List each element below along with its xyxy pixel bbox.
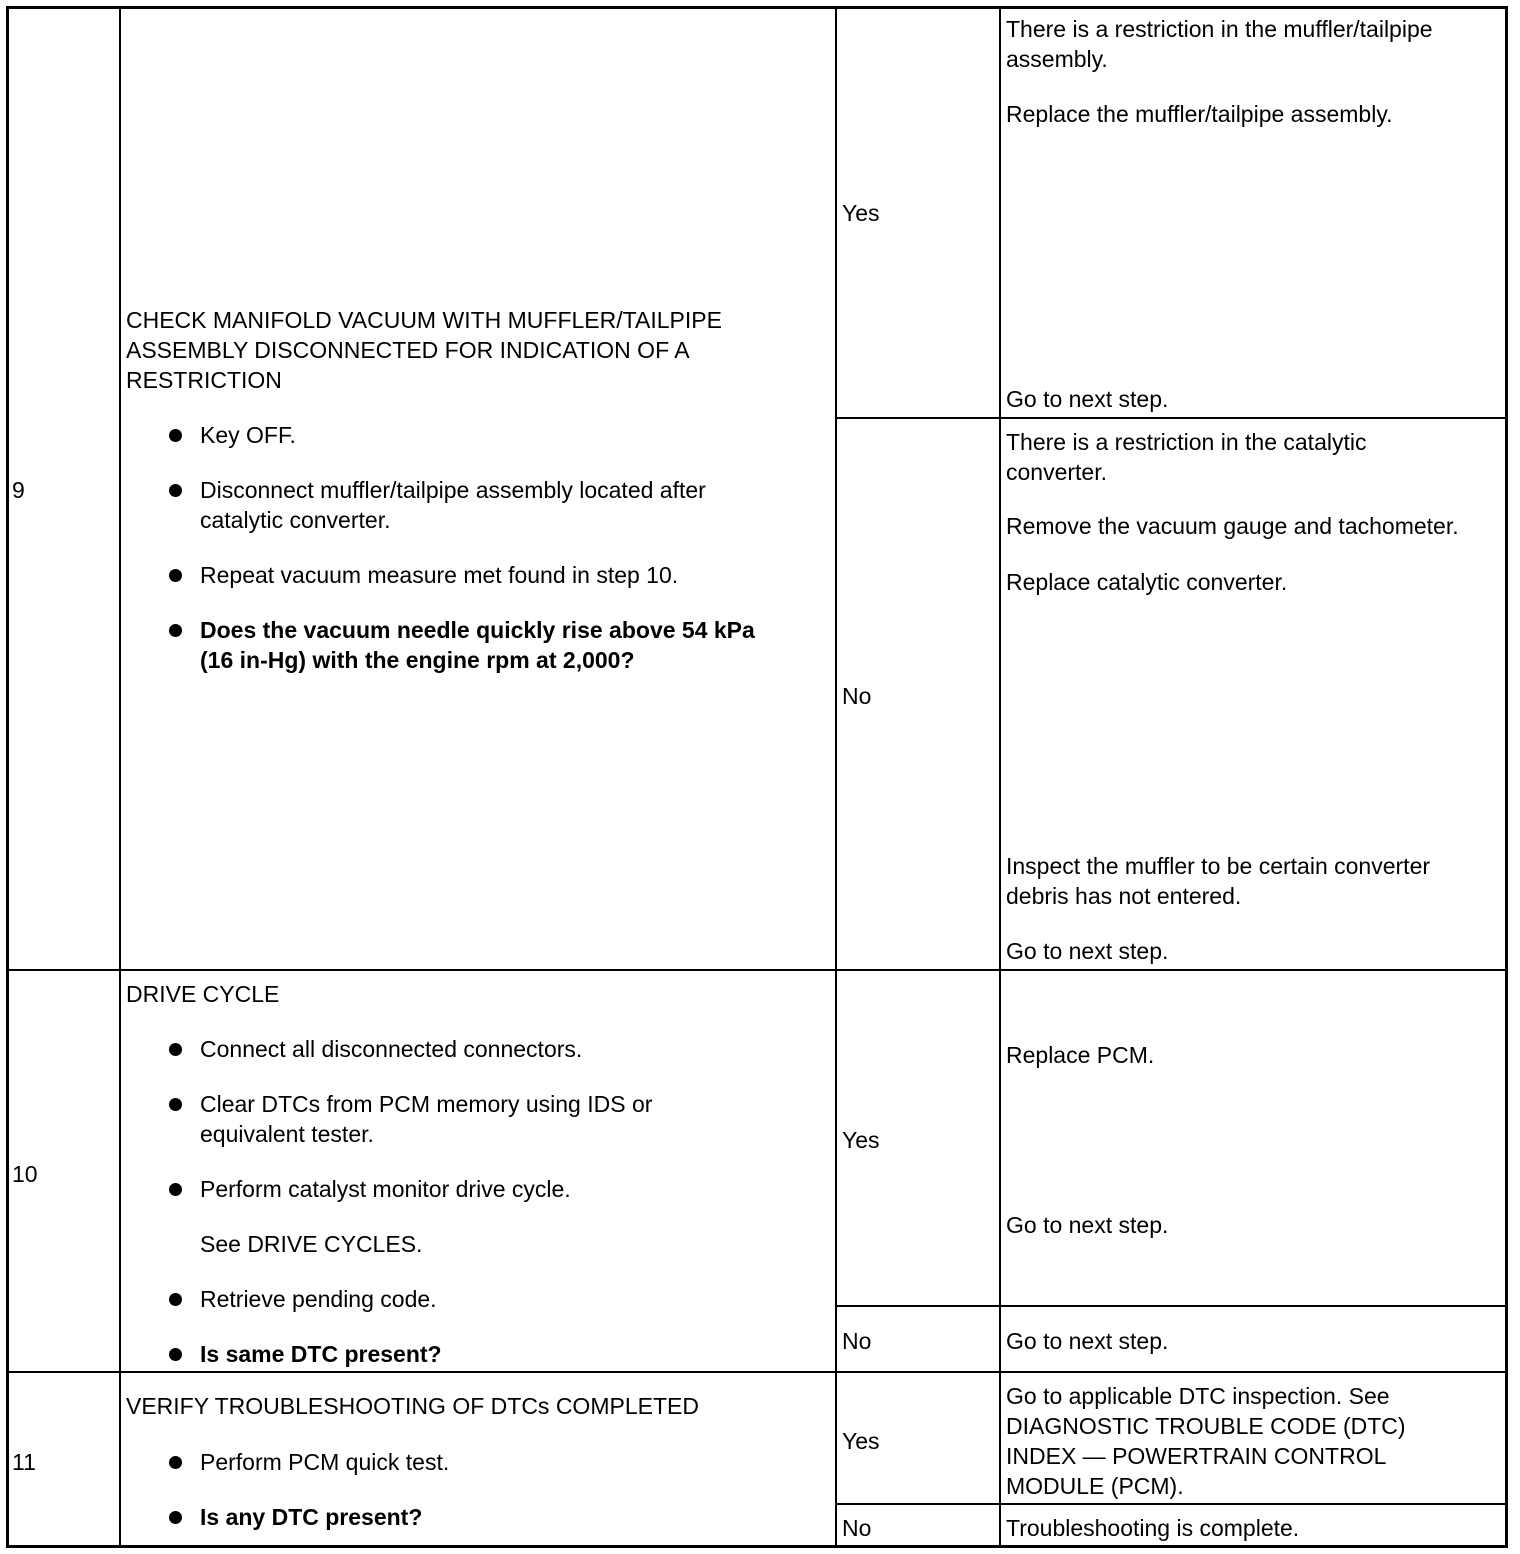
bullet-icon: [169, 1098, 182, 1111]
bullet-question: Is same DTC present?: [200, 1341, 442, 1367]
action-text: MODULE (PCM).: [1006, 1473, 1184, 1499]
bullet-icon: [169, 429, 182, 442]
action-text: Replace the muffler/tailpipe assembly.: [1006, 101, 1393, 127]
bullet-text: Perform PCM quick test.: [200, 1449, 450, 1475]
row-divider: [6, 969, 1508, 971]
bullet-text: Repeat vacuum measure met found in step 10.: [200, 562, 679, 588]
yes-label: Yes: [842, 1127, 880, 1153]
yes-label: Yes: [842, 200, 880, 226]
action-text: Inspect the muffler to be certain converter: [1006, 853, 1431, 879]
step-title-line: ASSEMBLY DISCONNECTED FOR INDICATION OF A: [126, 337, 690, 363]
column-divider: [119, 6, 121, 1548]
bullet-icon: [169, 1293, 182, 1306]
action-text: There is a restriction in the muffler/tailpipe: [1006, 16, 1433, 42]
action-text: Troubleshooting is complete.: [1006, 1515, 1300, 1541]
action-text: There is a restriction in the catalytic: [1006, 429, 1367, 455]
action-text: Go to next step.: [1006, 1212, 1169, 1238]
action-text: Go to applicable DTC inspection. See: [1006, 1383, 1390, 1409]
no-label: No: [842, 1515, 872, 1541]
bullet-icon: [169, 624, 182, 637]
action-text: Go to next step.: [1006, 1328, 1169, 1354]
column-divider: [835, 6, 837, 1548]
bullet-question: Is any DTC present?: [200, 1504, 423, 1530]
bullet-icon: [169, 1183, 182, 1196]
bullet-question: (16 in-Hg) with the engine rpm at 2,000?: [200, 647, 635, 673]
yes-no-divider: [835, 417, 1508, 419]
bullet-text: Perform catalyst monitor drive cycle.: [200, 1176, 571, 1202]
step-number: 9: [12, 477, 25, 503]
action-text: DIAGNOSTIC TROUBLE CODE (DTC): [1006, 1413, 1406, 1439]
yes-label: Yes: [842, 1428, 880, 1454]
yes-no-divider: [835, 1503, 1508, 1505]
row-divider: [6, 1371, 1508, 1373]
step-title-line: RESTRICTION: [126, 367, 282, 393]
bullet-text: Disconnect muffler/tailpipe assembly located after: [200, 477, 706, 503]
action-text: Remove the vacuum gauge and tachometer.: [1006, 513, 1459, 539]
column-divider: [999, 6, 1001, 1548]
reference-note: See DRIVE CYCLES.: [200, 1231, 423, 1257]
bullet-text: Connect all disconnected connectors.: [200, 1036, 583, 1062]
bullet-question: Does the vacuum needle quickly rise above 54 kPa: [200, 617, 755, 643]
bullet-text: Clear DTCs from PCM memory using IDS or: [200, 1091, 653, 1117]
bullet-text: catalytic converter.: [200, 507, 391, 533]
action-text: converter.: [1006, 459, 1107, 485]
no-label: No: [842, 683, 872, 709]
no-label: No: [842, 1328, 872, 1354]
step-title-line: CHECK MANIFOLD VACUUM WITH MUFFLER/TAILPIPE: [126, 307, 722, 333]
diagnostic-table: [6, 6, 1508, 1548]
bullet-text: Retrieve pending code.: [200, 1286, 437, 1312]
action-text: Go to next step.: [1006, 386, 1169, 412]
bullet-text: equivalent tester.: [200, 1121, 374, 1147]
bullet-icon: [169, 1511, 182, 1524]
action-text: Go to next step.: [1006, 938, 1169, 964]
step-number: 10: [12, 1161, 38, 1187]
bullet-icon: [169, 484, 182, 497]
bullet-icon: [169, 569, 182, 582]
bullet-icon: [169, 1043, 182, 1056]
action-text: Replace catalytic converter.: [1006, 569, 1288, 595]
action-text: assembly.: [1006, 46, 1108, 72]
step-title: VERIFY TROUBLESHOOTING OF DTCs COMPLETED: [126, 1393, 699, 1419]
action-text: debris has not entered.: [1006, 883, 1242, 909]
yes-no-divider: [835, 1305, 1508, 1307]
action-text: INDEX — POWERTRAIN CONTROL: [1006, 1443, 1387, 1469]
bullet-text: Key OFF.: [200, 422, 296, 448]
bullet-icon: [169, 1456, 182, 1469]
bullet-icon: [169, 1348, 182, 1361]
action-text: Replace PCM.: [1006, 1042, 1155, 1068]
step-number: 11: [12, 1449, 36, 1475]
step-title: DRIVE CYCLE: [126, 981, 280, 1007]
